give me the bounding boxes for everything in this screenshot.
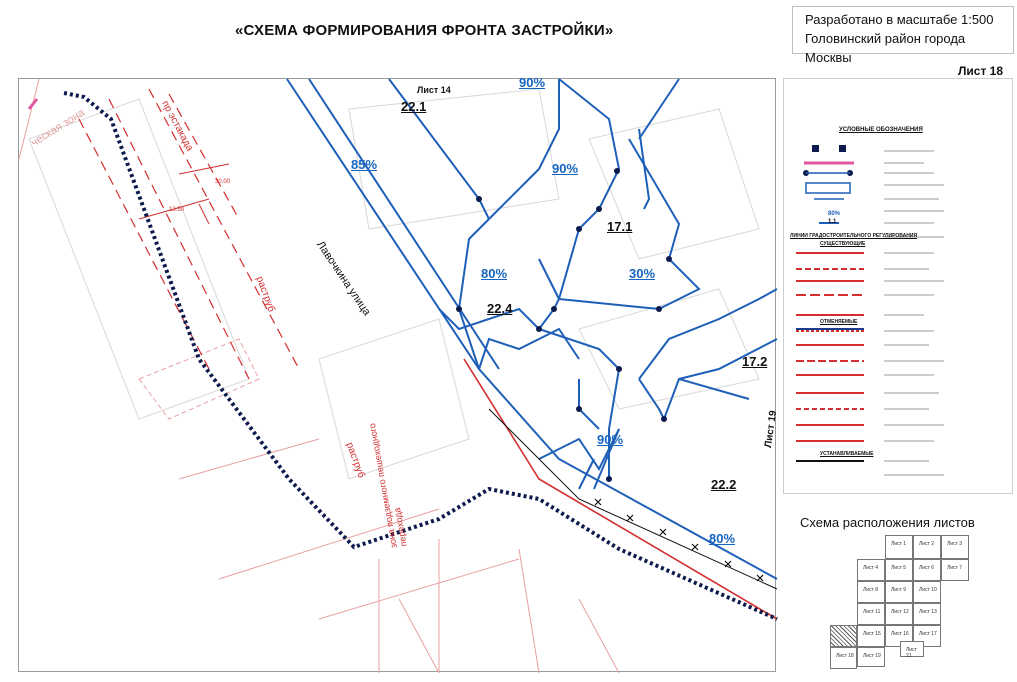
legend-red-lines xyxy=(796,253,864,441)
percent-90-a: 90% xyxy=(552,161,579,176)
legend-section-lines: ЛИНИИ ГРАДОСТРОИТЕЛЬНОГО РЕГУЛИРОВАНИЯ xyxy=(790,233,918,239)
percent-90-b: 90% xyxy=(597,432,624,447)
street-label: Лавочкина улица xyxy=(314,239,373,318)
sheet-cell: Лист 5 xyxy=(885,559,913,581)
sheet-cell: Лист 1 xyxy=(885,535,913,559)
zone-17-1: 17.1 xyxy=(607,219,633,234)
legend-title: УСЛОВНЫЕ ОБОЗНАЧЕНИЯ xyxy=(839,127,923,133)
estacade-label: пр эстакада xyxy=(159,99,196,154)
pink-edge xyxy=(29,99,37,109)
sheet-cell: Лист 4 xyxy=(857,559,885,581)
district-text: Головинский район города Москвы xyxy=(805,31,966,65)
legend-established: УСТАНАВЛИВАЕМЫЕ xyxy=(820,451,874,457)
sheet-cell: Лист 21 xyxy=(900,641,924,657)
sheet-layout-grid xyxy=(830,533,980,673)
sheet-cell: Лист 12 xyxy=(885,603,913,625)
sheet-cell: Лист 2 xyxy=(913,535,941,559)
sheet-top-label: Лист 14 xyxy=(417,85,451,95)
sheet-cell: Лист 9 xyxy=(885,581,913,603)
legend-sample-percent: 80% xyxy=(828,211,841,217)
scale-info-box xyxy=(792,6,1014,65)
underpass-zone-label: зона подземного пешеходного перехода xyxy=(367,422,409,549)
zone-fragment-label: ческая зона xyxy=(29,106,87,150)
blue-street-lines xyxy=(287,79,780,579)
sheet-cell: Лист 6 xyxy=(913,559,941,581)
sheet-cell: Лист 15 xyxy=(857,625,885,647)
legend-sample-zone: 1.1 xyxy=(828,219,837,225)
red-corridor xyxy=(79,89,299,379)
scale-text: Разработано в масштабе 1:500 xyxy=(805,12,994,27)
layout-title: Схема расположения листов xyxy=(800,515,975,530)
sheet-cell: Лист 17 xyxy=(913,625,941,647)
map-canvas xyxy=(19,79,780,673)
sheet-cell: Лист 7 xyxy=(941,559,969,581)
percent-80-b: 80% xyxy=(709,531,736,546)
legend-symbols xyxy=(784,139,1012,489)
sheet-cell: Лист 10 xyxy=(913,581,941,603)
sheet-cell: Лист 13 xyxy=(913,603,941,625)
map-frame xyxy=(18,75,780,672)
dimension-30: 30.00 xyxy=(215,179,231,185)
cross-markers xyxy=(595,499,763,581)
percent-85: 85% xyxy=(351,157,378,172)
dimension-13-5: 13.50 xyxy=(169,207,185,213)
sheet-cell: Лист 18 xyxy=(830,647,857,669)
zone-17-2: 17.2 xyxy=(742,354,768,369)
zone-22-4: 22.4 xyxy=(487,301,513,316)
sheet-cell: Лист 19 xyxy=(857,647,885,667)
legend-cancelled: ОТМЕНЯЕМЫЕ xyxy=(820,319,858,325)
sheet-cell: Лист 8 xyxy=(857,581,885,603)
percent-30: 30% xyxy=(629,266,656,281)
sheet-right-label: Лист 19 xyxy=(763,409,780,449)
sheet-cell: Лист 16 xyxy=(885,625,913,647)
sheet-cell-current xyxy=(830,625,857,647)
zone-22-2: 22.2 xyxy=(711,477,737,492)
legend-panel xyxy=(783,78,1013,494)
sheet-cell: Лист 3 xyxy=(941,535,969,559)
rastrub-label-1: раструб xyxy=(253,275,277,314)
sheet-cell: Лист 11 xyxy=(857,603,885,625)
sheet-number: Лист 18 xyxy=(958,64,1004,78)
legend-existing: СУЩЕСТВУЮЩИЕ xyxy=(820,241,866,247)
blue-nodes xyxy=(456,168,672,482)
background-buildings xyxy=(29,89,759,479)
pink-lines xyxy=(19,79,619,673)
rastrub-label-2: раструб xyxy=(343,441,367,480)
red-dimension-lines xyxy=(139,164,229,224)
percent-top: 90% xyxy=(519,75,546,90)
zone-22-1: 22.1 xyxy=(401,99,427,114)
page-title: «СХЕМА ФОРМИРОВАНИЯ ФРОНТА ЗАСТРОЙКИ» xyxy=(235,22,614,39)
percent-80-a: 80% xyxy=(481,266,508,281)
